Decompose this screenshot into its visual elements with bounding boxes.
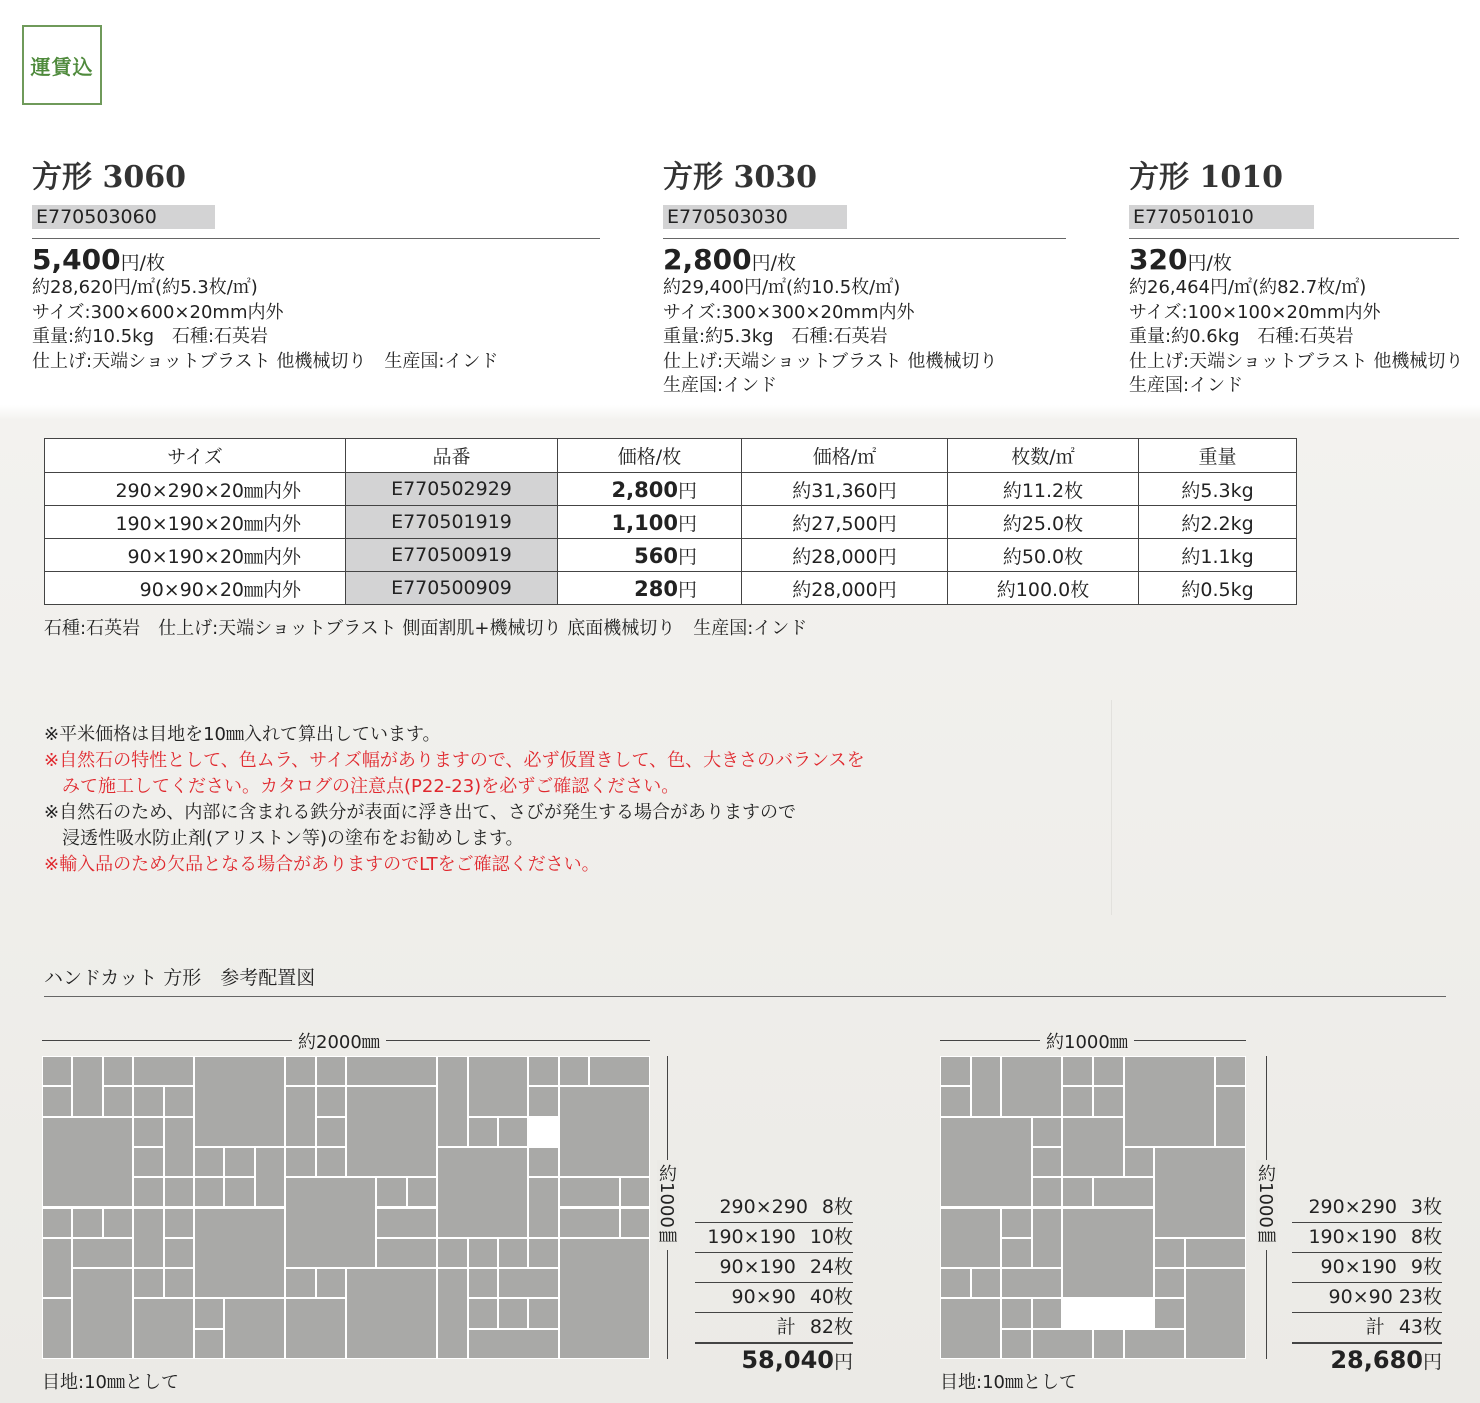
legend-row: 90×190 9枚 bbox=[1292, 1253, 1442, 1283]
paving-stone bbox=[469, 1118, 497, 1146]
paving-stone bbox=[1125, 1057, 1215, 1146]
paving-stone bbox=[529, 1239, 557, 1267]
paving-stone bbox=[560, 1178, 619, 1206]
table-row bbox=[45, 473, 1297, 506]
paving-stone bbox=[469, 1330, 558, 1358]
product-code: E770503030 bbox=[663, 205, 847, 229]
paving-stone bbox=[469, 1239, 497, 1267]
paving-stone bbox=[1063, 1178, 1092, 1206]
paving-stone bbox=[1033, 1209, 1062, 1268]
cell-weight: 約1.1kg bbox=[1139, 539, 1297, 572]
note-line: ※自然石の特性として、色ムラ、サイズ幅がありますので、必ず仮置きして、色、大きさのバランスを bbox=[44, 750, 865, 771]
product-title: 方形 1010 bbox=[1129, 160, 1283, 195]
notes bbox=[44, 722, 865, 878]
piece-count-legend bbox=[695, 1193, 853, 1374]
cell-sqm: 約31,360円 bbox=[742, 473, 948, 506]
paving-stone bbox=[73, 1209, 101, 1237]
cell-price: 280円 bbox=[558, 572, 742, 605]
legend-row: 90×90 40枚 bbox=[695, 1283, 853, 1313]
cell-code: E770500909 bbox=[346, 572, 558, 605]
paving-stone bbox=[499, 1118, 527, 1146]
spec-line: 生産国:インド bbox=[663, 375, 778, 396]
paving-stone bbox=[195, 1148, 223, 1176]
paving-stone bbox=[529, 1178, 557, 1237]
spec-line: 仕上げ:天端ショットブラスト 他機械切り 生産国:インド bbox=[32, 350, 499, 372]
legend-row: 290×290 8枚 bbox=[695, 1193, 853, 1223]
paving-stone bbox=[1002, 1209, 1031, 1237]
spec-line: 仕上げ:天端ショットブラスト 他機械切り bbox=[663, 350, 998, 372]
paving-stone bbox=[286, 1299, 345, 1358]
cell-count: 約11.2枚 bbox=[948, 473, 1139, 506]
paving-stone bbox=[499, 1269, 558, 1297]
paving-stone bbox=[256, 1148, 284, 1207]
paving-stone bbox=[1216, 1087, 1245, 1146]
paving-stone bbox=[43, 1299, 71, 1358]
cell-size: 90×190×20㎜内外 bbox=[45, 539, 346, 572]
cell-weight: 約0.5kg bbox=[1139, 572, 1297, 605]
width-label: 約2000㎜ bbox=[292, 1028, 386, 1054]
paving-stone bbox=[165, 1269, 193, 1297]
paving-stone bbox=[1063, 1118, 1122, 1177]
legend-row: 90×90 23枚 bbox=[1292, 1283, 1442, 1313]
paving-stone bbox=[195, 1178, 223, 1206]
paving-stone bbox=[195, 1330, 223, 1358]
divider bbox=[663, 238, 1066, 239]
cell-count: 約100.0枚 bbox=[948, 572, 1139, 605]
spec-line: 約28,620円/㎡(約5.3枚/㎡) bbox=[32, 277, 258, 298]
layout-total-price: 58,040円 bbox=[741, 1346, 853, 1374]
paving-stone bbox=[560, 1239, 649, 1358]
cell-size: 190×190×20㎜内外 bbox=[45, 506, 346, 539]
paving-stone bbox=[134, 1057, 193, 1085]
cell-sqm: 約28,000円 bbox=[742, 572, 948, 605]
paving-stone bbox=[972, 1057, 1001, 1116]
paving-stone bbox=[377, 1209, 436, 1237]
paving-stone bbox=[104, 1087, 132, 1115]
paving-stone bbox=[1033, 1178, 1062, 1206]
paving-stone bbox=[134, 1087, 162, 1115]
product-code: E770501010 bbox=[1129, 205, 1314, 229]
paving-stone bbox=[941, 1087, 970, 1115]
spec-line: 約29,400円/㎡(約10.5枚/㎡) bbox=[663, 277, 901, 298]
paving-stone bbox=[438, 1239, 466, 1267]
header-weight: 重量 bbox=[1139, 439, 1297, 473]
paving-stone bbox=[377, 1239, 436, 1267]
paving-stone bbox=[43, 1087, 71, 1115]
product-code: E770503060 bbox=[32, 205, 215, 229]
cell-price: 560円 bbox=[558, 539, 742, 572]
paving-stone bbox=[529, 1299, 557, 1327]
note-line: ※平米価格は目地を10㎜入れて算出しています。 bbox=[44, 724, 441, 745]
paving-stone bbox=[1002, 1239, 1031, 1267]
height-label: 約1000㎜ bbox=[1256, 1160, 1278, 1250]
cell-sqm: 約28,000円 bbox=[742, 539, 948, 572]
paving-stone bbox=[1155, 1148, 1245, 1237]
legend-row: 90×190 24枚 bbox=[695, 1253, 853, 1283]
paving-stone bbox=[560, 1209, 619, 1237]
paving-stone bbox=[317, 1118, 345, 1146]
paving-stone bbox=[347, 1087, 436, 1176]
paving-stone bbox=[1033, 1330, 1092, 1358]
paving-stone bbox=[621, 1209, 649, 1237]
product-card-1010 bbox=[1129, 152, 1464, 399]
paving-stone bbox=[317, 1269, 345, 1297]
paving-stone bbox=[621, 1178, 649, 1206]
paving-stone bbox=[73, 1057, 101, 1116]
legend-row: 290×290 3枚 bbox=[1292, 1193, 1442, 1223]
paving-stone bbox=[286, 1148, 314, 1176]
spec-line: 生産国:インド bbox=[1129, 375, 1244, 396]
paving-stone bbox=[941, 1299, 1000, 1358]
paving-stone bbox=[1094, 1087, 1123, 1115]
header-size: サイズ bbox=[45, 439, 346, 473]
paving-stone bbox=[560, 1057, 588, 1085]
paving-stone bbox=[134, 1299, 193, 1358]
cell-code: E770501919 bbox=[346, 506, 558, 539]
paving-stone bbox=[1125, 1148, 1154, 1176]
cell-price: 2,800円 bbox=[558, 473, 742, 506]
spec-line: 約26,464円/㎡(約82.7枚/㎡) bbox=[1129, 277, 1367, 298]
note-line: ※自然石のため、内部に含まれる鉄分が表面に浮き出て、さびが発生する場合がありますので bbox=[44, 802, 796, 823]
joint-note: 目地:10㎜として bbox=[940, 1372, 1077, 1393]
header-code: 品番 bbox=[346, 439, 558, 473]
paving-stone bbox=[1094, 1178, 1153, 1206]
paving-layout-1000 bbox=[940, 1056, 1246, 1359]
table-footnote: 石種:石英岩 仕上げ:天端ショットブラスト 側面割肌+機械切り 底面機械切り 生産国:インド bbox=[44, 618, 808, 639]
paving-stone bbox=[1063, 1209, 1153, 1298]
paving-stone bbox=[225, 1178, 253, 1206]
paving-stone bbox=[438, 1148, 527, 1237]
cell-weight: 約2.2kg bbox=[1139, 506, 1297, 539]
paving-stone bbox=[225, 1299, 284, 1358]
legend-row: 190×190 10枚 bbox=[695, 1223, 853, 1253]
paving-stone bbox=[560, 1087, 649, 1176]
paving-stone bbox=[165, 1178, 193, 1206]
shipping-included-badge: 運賃込 bbox=[22, 25, 102, 105]
cell-size: 290×290×20㎜内外 bbox=[45, 473, 346, 506]
paving-stone bbox=[165, 1239, 193, 1267]
paving-stone bbox=[1002, 1330, 1031, 1358]
paving-stone bbox=[529, 1087, 557, 1115]
paving-stone bbox=[1186, 1239, 1245, 1267]
paving-stone bbox=[286, 1178, 375, 1267]
spec-line: 重量:約5.3kg 石種:石英岩 bbox=[663, 326, 888, 347]
product-title: 方形 3060 bbox=[32, 160, 186, 195]
paving-stone bbox=[286, 1269, 314, 1297]
paving-stone bbox=[1155, 1239, 1184, 1267]
cell-count: 約50.0枚 bbox=[948, 539, 1139, 572]
paving-stone bbox=[438, 1057, 466, 1146]
piece-count-legend bbox=[1292, 1193, 1442, 1374]
note-line: みて施工してください。カタログの注意点(P22-23)を必ずご確認ください。 bbox=[44, 776, 680, 797]
legend-total-row: 計 43枚 bbox=[1292, 1313, 1442, 1344]
cell-code: E770502929 bbox=[346, 473, 558, 506]
paving-stone bbox=[438, 1269, 466, 1358]
height-label: 約1000㎜ bbox=[657, 1160, 679, 1250]
paving-stone bbox=[165, 1209, 193, 1237]
paving-stone bbox=[165, 1118, 193, 1177]
paving-stone bbox=[286, 1057, 314, 1085]
paving-stone bbox=[941, 1269, 970, 1297]
paving-stone bbox=[469, 1299, 497, 1327]
paving-stone bbox=[195, 1209, 284, 1298]
paving-stone bbox=[377, 1178, 405, 1206]
divider bbox=[1129, 238, 1459, 239]
decorative-divider bbox=[1111, 700, 1112, 915]
paving-stone bbox=[104, 1057, 132, 1085]
paving-stone bbox=[972, 1269, 1001, 1297]
paving-stone bbox=[1033, 1299, 1062, 1327]
paving-stone bbox=[1063, 1057, 1092, 1085]
header-price-sqm: 価格/㎡ bbox=[742, 439, 948, 473]
header-price-each: 価格/枚 bbox=[558, 439, 742, 473]
table-header-row bbox=[45, 439, 1297, 473]
paving-stone bbox=[347, 1057, 436, 1085]
legend-total-row: 計 82枚 bbox=[695, 1313, 853, 1344]
paving-stone bbox=[134, 1178, 162, 1206]
product-price: 5,400円/枚 bbox=[32, 243, 165, 276]
joint-note: 目地:10㎜として bbox=[42, 1372, 179, 1393]
paving-stone bbox=[317, 1057, 345, 1085]
paving-stone bbox=[134, 1269, 162, 1297]
cell-code: E770500919 bbox=[346, 539, 558, 572]
paving-stone bbox=[43, 1209, 71, 1237]
paving-stone bbox=[941, 1209, 1000, 1268]
paving-stone bbox=[317, 1148, 345, 1176]
paving-stone bbox=[499, 1299, 527, 1327]
paving-stone bbox=[317, 1087, 345, 1115]
paving-stone bbox=[43, 1118, 132, 1207]
paving-stone bbox=[195, 1299, 223, 1327]
product-title: 方形 3030 bbox=[663, 160, 817, 195]
paving-stone bbox=[225, 1148, 253, 1176]
paving-stone bbox=[134, 1118, 162, 1146]
paving-stone bbox=[1155, 1269, 1184, 1297]
paving-stone bbox=[1216, 1057, 1245, 1085]
paving-stone bbox=[529, 1148, 557, 1176]
layout-section-title: ハンドカット 方形 参考配置図 bbox=[44, 967, 316, 989]
paving-stone bbox=[1033, 1148, 1062, 1176]
spec-line: サイズ:300×600×20mm内外 bbox=[32, 301, 284, 323]
paving-stone bbox=[1094, 1057, 1123, 1085]
product-price: 320円/枚 bbox=[1129, 243, 1232, 276]
paving-stone bbox=[941, 1118, 1031, 1207]
product-price: 2,800円/枚 bbox=[663, 243, 796, 276]
paving-stone bbox=[286, 1087, 314, 1146]
spec-line: サイズ:100×100×20mm内外 bbox=[1129, 301, 1381, 323]
paving-stone bbox=[1033, 1118, 1062, 1146]
table-row bbox=[45, 572, 1297, 605]
cell-size: 90×90×20㎜内外 bbox=[45, 572, 346, 605]
section-divider bbox=[44, 996, 1446, 997]
cell-count: 約25.0枚 bbox=[948, 506, 1139, 539]
paving-stone bbox=[43, 1057, 71, 1085]
paving-stone bbox=[134, 1148, 162, 1176]
table-row bbox=[45, 506, 1297, 539]
paving-layout-2000 bbox=[42, 1056, 650, 1359]
divider bbox=[32, 238, 600, 239]
width-label: 約1000㎜ bbox=[1040, 1028, 1134, 1054]
paving-stone bbox=[73, 1239, 132, 1267]
paving-stone bbox=[1125, 1330, 1184, 1358]
legend-row: 190×190 8枚 bbox=[1292, 1223, 1442, 1253]
paving-stone bbox=[134, 1209, 162, 1268]
spec-line: 重量:約10.5kg 石種:石英岩 bbox=[32, 326, 269, 347]
table-row bbox=[45, 539, 1297, 572]
product-card-3060 bbox=[32, 152, 600, 374]
paving-stone bbox=[347, 1269, 436, 1358]
spec-line: サイズ:300×300×20mm内外 bbox=[663, 301, 915, 323]
paving-stone bbox=[1002, 1057, 1061, 1116]
layout-total-price: 28,680円 bbox=[1330, 1346, 1442, 1374]
paving-stone bbox=[165, 1087, 193, 1115]
note-line: 浸透性吸水防止剤(アリストン等)の塗布をお勧めします。 bbox=[44, 828, 524, 849]
note-line: ※輸入品のため欠品となる場合がありますのでLTをご確認ください。 bbox=[44, 854, 600, 875]
paving-stone bbox=[104, 1209, 132, 1237]
paving-stone bbox=[1186, 1269, 1245, 1358]
paving-stone bbox=[1094, 1330, 1123, 1358]
paving-stone bbox=[469, 1057, 528, 1116]
cell-sqm: 約27,500円 bbox=[742, 506, 948, 539]
paving-stone bbox=[408, 1178, 436, 1206]
size-price-table bbox=[44, 438, 1297, 605]
paving-stone bbox=[1155, 1299, 1184, 1327]
paving-stone bbox=[469, 1269, 497, 1297]
header-count-sqm: 枚数/㎡ bbox=[948, 439, 1139, 473]
paving-stone bbox=[43, 1239, 71, 1298]
paving-stone bbox=[195, 1057, 284, 1146]
spec-line: 仕上げ:天端ショットブラスト 他機械切り bbox=[1129, 350, 1464, 372]
paving-stone bbox=[590, 1057, 649, 1085]
paving-stone bbox=[1002, 1299, 1031, 1327]
paving-stone bbox=[529, 1057, 557, 1085]
paving-stone bbox=[941, 1057, 970, 1085]
paving-stone bbox=[1063, 1087, 1092, 1115]
paving-stone bbox=[499, 1239, 527, 1267]
product-card-3030 bbox=[663, 152, 1066, 399]
spec-line: 重量:約0.6kg 石種:石英岩 bbox=[1129, 326, 1354, 347]
paving-stone bbox=[73, 1269, 132, 1358]
cell-weight: 約5.3kg bbox=[1139, 473, 1297, 506]
cell-price: 1,100円 bbox=[558, 506, 742, 539]
paving-stone bbox=[1002, 1269, 1061, 1297]
